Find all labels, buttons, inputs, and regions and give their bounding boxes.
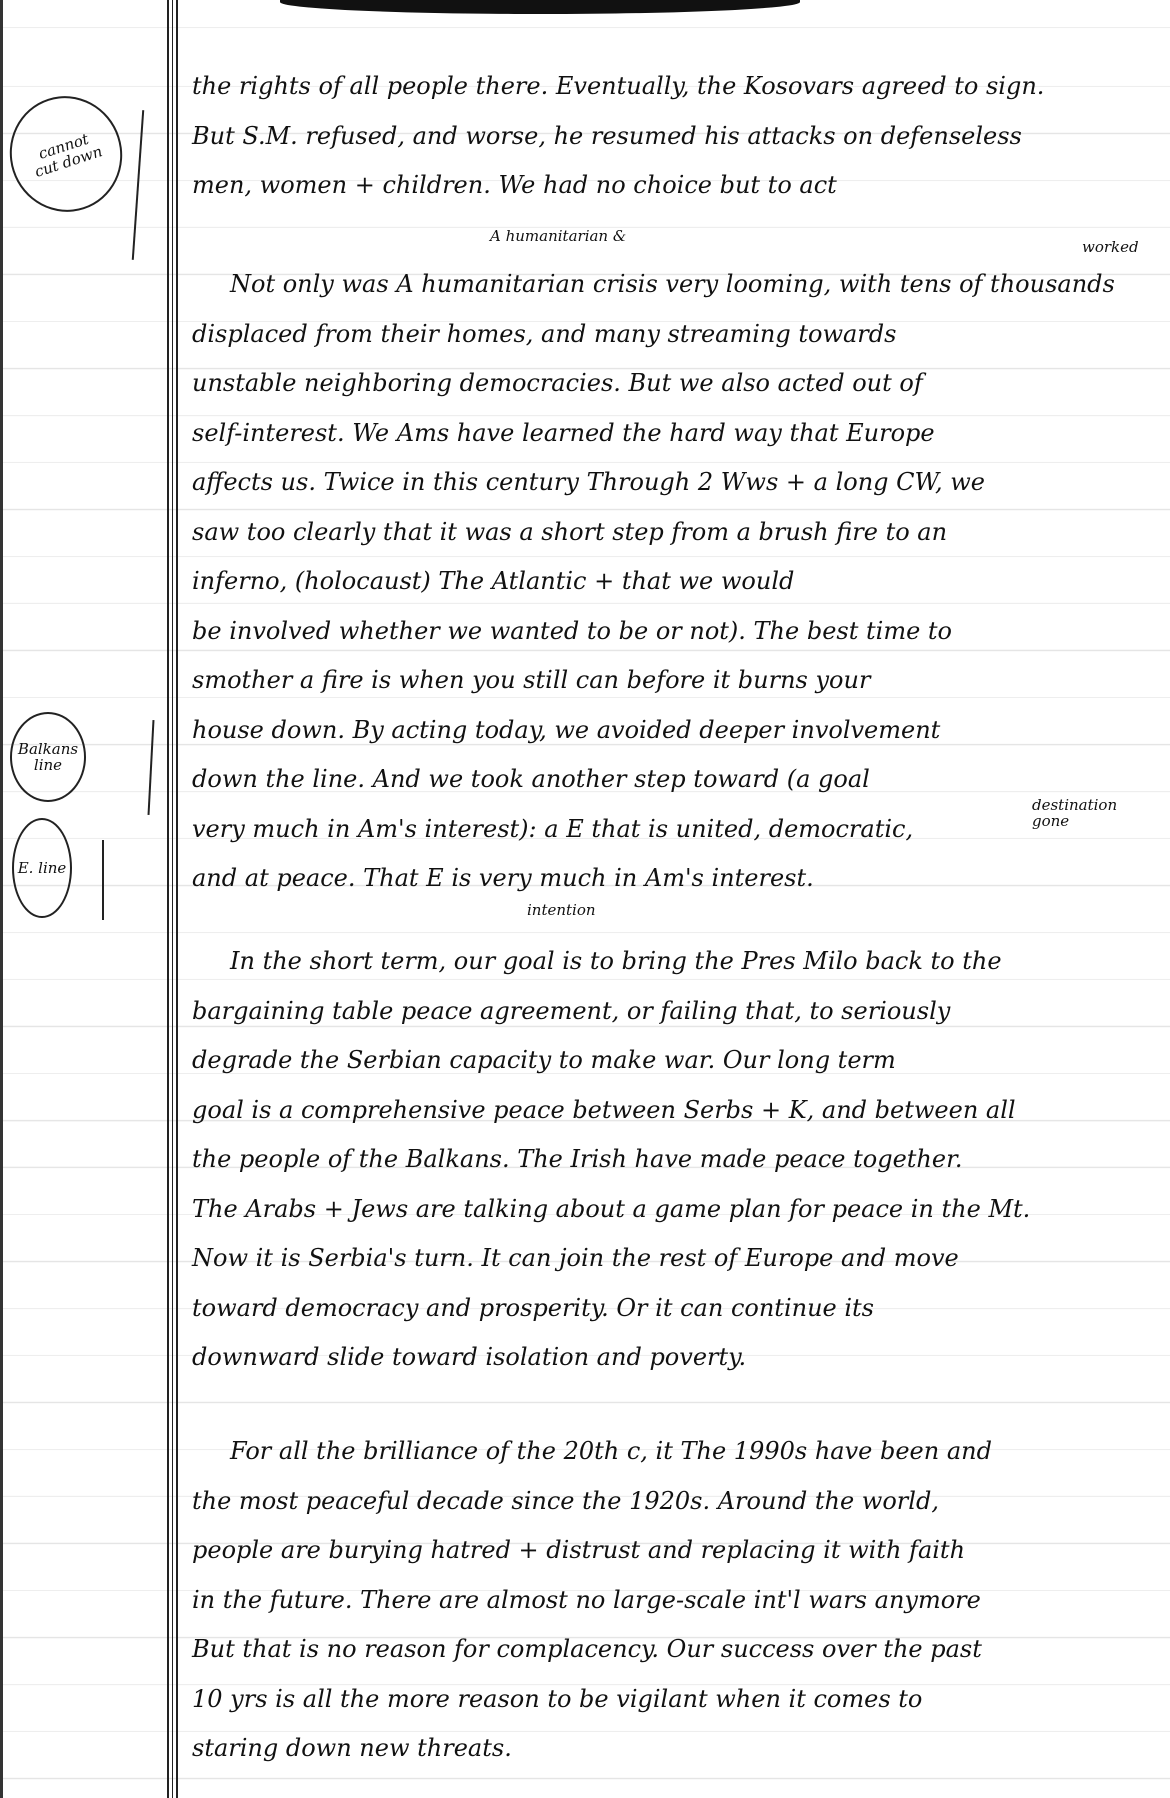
text-line: smother a fire is when you still can before it burns your	[192, 666, 871, 694]
text-line: In the short term, our goal is to bring the Pres Milo back to the	[230, 947, 1002, 975]
text-line: people are burying hatred + distrust and replacing it with faith	[192, 1536, 966, 1564]
text-line: But that is no reason for complacency. Our success over the past	[192, 1635, 982, 1663]
text-line: But S.M. refused, and worse, he resumed his attacks on defenseless	[192, 121, 1022, 150]
scan-smudge	[280, 0, 800, 14]
margin-rule	[176, 0, 178, 1798]
text-line: 10 yrs is all the more reason to be vigilant when it comes to	[192, 1684, 923, 1713]
text-line: in the future. There are almost no large-scale int'l wars anymore	[192, 1585, 981, 1614]
margin-note-text: cannot cut down	[32, 129, 105, 181]
margin-bracket	[102, 840, 104, 920]
text-line: degrade the Serbian capacity to make war. Our long term	[192, 1046, 896, 1074]
margin-note-text: Balkans line	[17, 740, 79, 774]
text-line: toward democracy and prosperity. Or it can continue its	[192, 1293, 874, 1322]
margin-bracket	[148, 720, 155, 815]
text-line: Not only was A humanitarian crisis very looming, with tens of thousands	[230, 270, 1115, 298]
text-line: affects us. Twice in this century Through 2 Wws + a long CW, we	[192, 468, 986, 496]
text-line: displaced from their homes, and many streaming towards	[192, 319, 897, 348]
insertion-destination: destination gone	[1032, 796, 1118, 830]
text-line: The Arabs + Jews are talking about a game plan for peace in the Mt.	[192, 1194, 1031, 1223]
margin-note-text: E. line	[17, 859, 67, 877]
text-line: house down. By acting today, we avoided deeper involvement	[192, 715, 941, 744]
margin-note-cut-down	[0, 82, 137, 227]
insertion-worked: worked	[1082, 238, 1139, 256]
text-line: goal is a comprehensive peace between Serbs + K, and between all	[192, 1095, 1016, 1124]
margin-note-balkans	[10, 712, 86, 802]
margin-note-europe	[12, 818, 72, 918]
text-line: the people of the Balkans. The Irish have made peace together.	[192, 1145, 963, 1173]
paragraph-2	[192, 260, 1115, 904]
text-line: downward slide toward isolation and poverty.	[192, 1343, 747, 1371]
paragraph-1	[192, 62, 1044, 211]
page-edge	[0, 0, 3, 1798]
text-line: inferno, (holocaust) The Atlantic + that we would	[192, 567, 795, 595]
margin-rule	[167, 0, 169, 1798]
text-line: down the line. And we took another step toward (a goal	[192, 765, 870, 793]
text-line: staring down new threats.	[192, 1734, 512, 1762]
text-line: unstable neighboring democracies. But we also acted out of	[192, 369, 923, 397]
text-line: Now it is Serbia's turn. It can join the rest of Europe and move	[192, 1244, 959, 1272]
text-line: be involved whether we wanted to be or not). The best time to	[192, 616, 952, 645]
text-line: bargaining table peace agreement, or failing that, to seriously	[192, 996, 951, 1025]
margin-bracket	[132, 110, 144, 260]
margin-rule	[172, 0, 173, 1798]
paragraph-3	[192, 937, 1030, 1383]
insertion-humanitarian: A humanitarian &	[490, 227, 627, 245]
text-line: men, women + children. We had no choice but to act	[192, 171, 837, 199]
insertion-intention: intention	[527, 901, 596, 919]
text-line: self-interest. We Ams have learned the hard way that Europe	[192, 418, 935, 447]
text-line: the rights of all people there. Eventually, the Kosovars agreed to sign.	[192, 72, 1045, 100]
text-line: saw too clearly that it was a short step from a brush fire to an	[192, 517, 948, 546]
text-line: For all the brilliance of the 20th c, it The 1990s have been and	[230, 1437, 992, 1465]
text-line: the most peaceful decade since the 1920s. Around the world,	[192, 1486, 939, 1515]
text-line: very much in Am's interest): a E that is united, democratic,	[192, 814, 914, 843]
text-line: and at peace. That E is very much in Am's interest.	[192, 864, 814, 892]
paragraph-4	[192, 1427, 992, 1774]
